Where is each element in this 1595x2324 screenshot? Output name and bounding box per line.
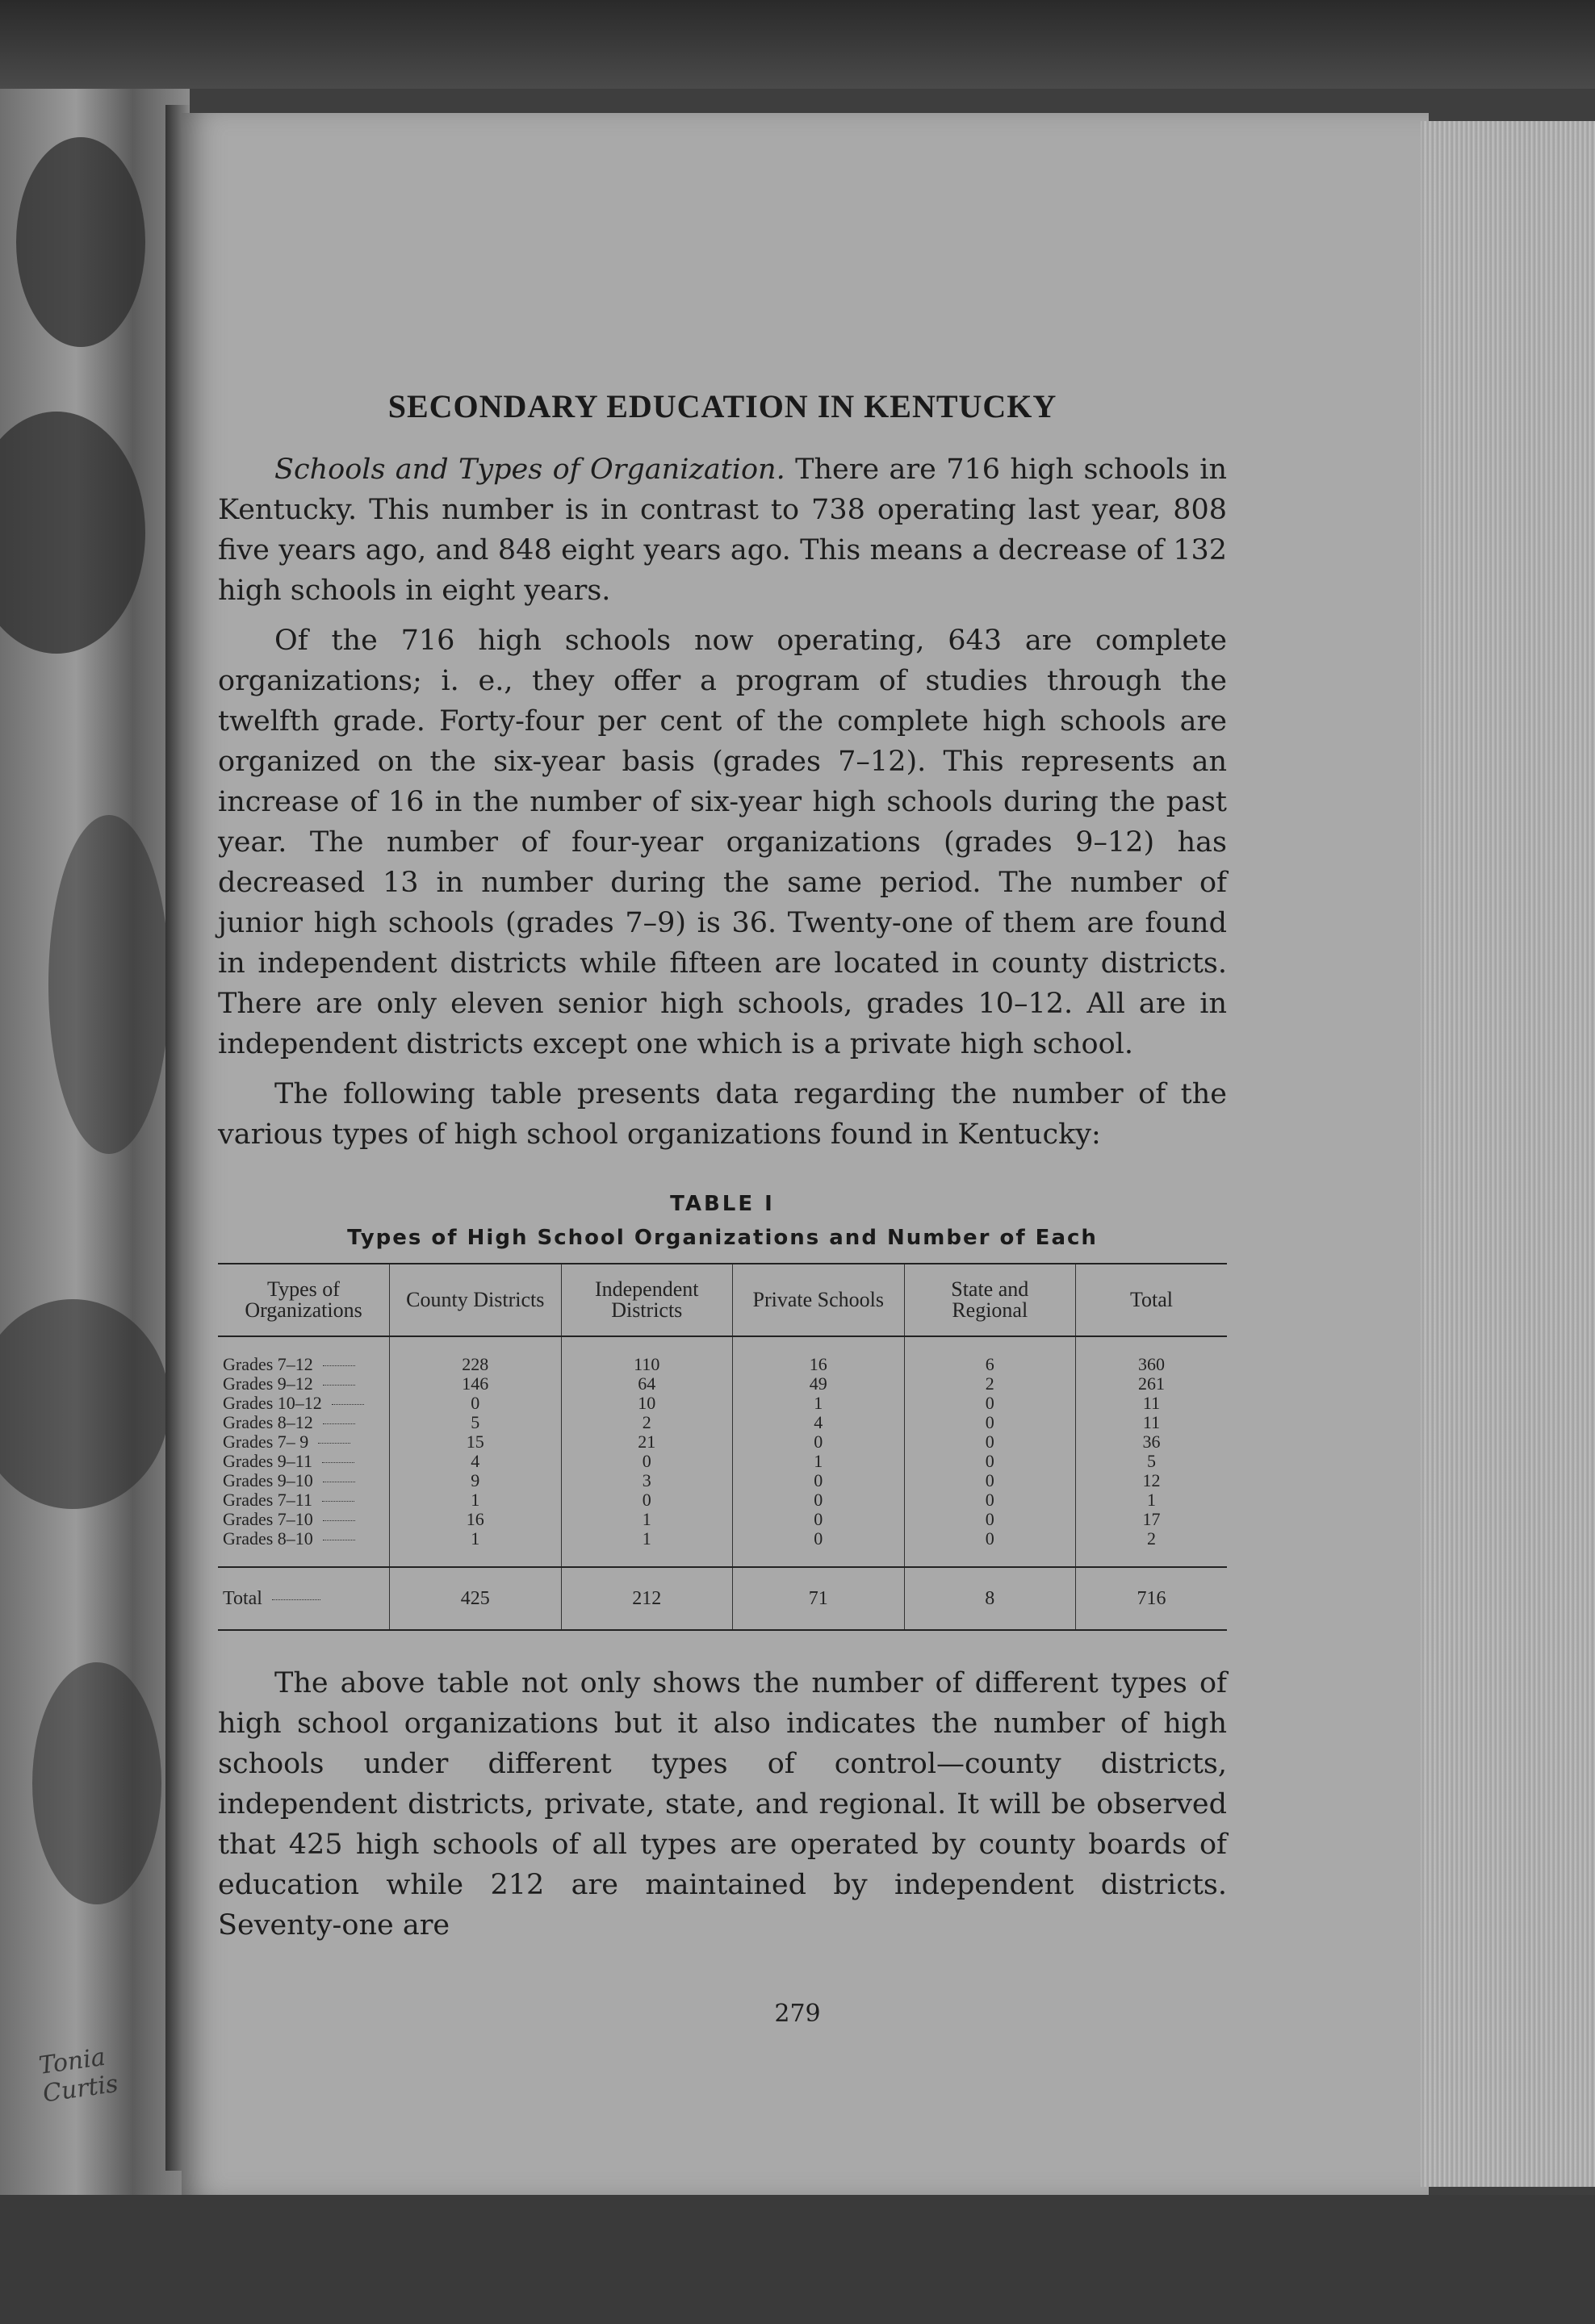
book-cover-bottom bbox=[0, 2195, 1595, 2324]
book-cover-top bbox=[0, 0, 1595, 89]
row-label: Grades 7–12 bbox=[223, 1355, 384, 1374]
page-edges bbox=[1421, 121, 1595, 2187]
row-label: Grades 8–12 bbox=[223, 1413, 384, 1432]
row-label: Grades 7–11 bbox=[223, 1490, 384, 1510]
header-total: Total bbox=[1076, 1264, 1228, 1336]
page-number: 279 bbox=[774, 2000, 821, 2028]
total-state: 8 bbox=[904, 1567, 1076, 1630]
row-label: Grades 9–12 bbox=[223, 1374, 384, 1394]
table-total-row bbox=[218, 1567, 1227, 1630]
paragraph-1-text: There are 716 high schools in Kentucky. This number is in contrast to 738 operating last year, 808 five years ago, and 848 eight years ago. This means a decrease of 132 high schools in eight years. bbox=[218, 454, 1227, 607]
total-private: 71 bbox=[733, 1567, 905, 1630]
row-label: Grades 7– 9 bbox=[223, 1432, 384, 1452]
header-county: County Districts bbox=[390, 1264, 562, 1336]
total-county: 425 bbox=[390, 1567, 562, 1630]
state-column: 6 2 0 0 0 0 0 0 0 0 bbox=[904, 1336, 1076, 1567]
types-column bbox=[218, 1336, 390, 1567]
header-state: State and Regional bbox=[904, 1264, 1076, 1336]
organizations-table bbox=[218, 1263, 1227, 1631]
header-private: Private Schools bbox=[733, 1264, 905, 1336]
row-label: Grades 10–12 bbox=[223, 1394, 384, 1413]
table-label: TABLE I bbox=[670, 1192, 775, 1216]
row-label: Grades 9–11 bbox=[223, 1452, 384, 1471]
total-independent: 212 bbox=[561, 1567, 733, 1630]
private-column: 16 49 1 4 0 1 0 0 0 0 bbox=[733, 1336, 905, 1567]
table-caption bbox=[218, 1192, 1227, 1250]
paragraph-2: Of the 716 high schools now operating, 643 are complete organizations; i. e., they offer a program of studies through the twelfth grade. Forty-four per cent of the complete high schools are organized on the six-year basis (grades 7–12). This represents an increase of 16 in the number of six-year high schools during the past year. The number of four-year organizations (grades 9–12) has decreased 13 in number during the same period. The number of junior high schools (grades 7–9) is 36. Twenty-one of them are found in independent districts while fifteen are located in county districts. There are only eleven senior high schools, grades 10–12. All are in independent districts except one which is a private high school. bbox=[218, 625, 1227, 1060]
illustration-signature: Tonia Curtis bbox=[37, 2042, 120, 2109]
table-title: Types of High School Organizations and Number of Each bbox=[347, 1226, 1098, 1250]
paragraph-4: The above table not only shows the number of different types of high school organizations but it also indicates the number of high schools under different types of control—county districts, independent districts, private, state, and regional. It will be observed that 425 high schools of all types are operated by county boards of education while 212 are maintained by independent districts. Seventy-one are bbox=[218, 1667, 1227, 1942]
independent-column: 110 64 10 2 21 0 3 0 1 1 bbox=[561, 1336, 733, 1567]
header-types: Types of Organizations bbox=[218, 1264, 390, 1336]
table-header-row bbox=[218, 1264, 1227, 1336]
county-column: 228 146 0 5 15 4 9 1 16 1 bbox=[390, 1336, 562, 1567]
section-heading: SECONDARY EDUCATION IN KENTUCKY bbox=[387, 388, 1057, 424]
header-independent: Independent Districts bbox=[561, 1264, 733, 1336]
page-content bbox=[218, 387, 1227, 1955]
facing-page-illustration bbox=[0, 89, 190, 2195]
paragraph-3: The following table presents data regarding the number of the various types of high school organizations found in Kentucky: bbox=[218, 1078, 1227, 1151]
total-column: 360 261 11 11 36 5 12 1 17 2 bbox=[1076, 1336, 1228, 1567]
paragraph-1 bbox=[218, 449, 1227, 611]
paragraph-1-lead: Schools and Types of Organization. bbox=[274, 454, 785, 486]
total-total: 716 bbox=[1076, 1567, 1228, 1630]
total-label: Total bbox=[218, 1567, 390, 1630]
row-label: Grades 8–10 bbox=[223, 1529, 384, 1549]
table-body-row bbox=[218, 1336, 1227, 1567]
row-label: Grades 7–10 bbox=[223, 1510, 384, 1529]
row-label: Grades 9–10 bbox=[223, 1471, 384, 1490]
